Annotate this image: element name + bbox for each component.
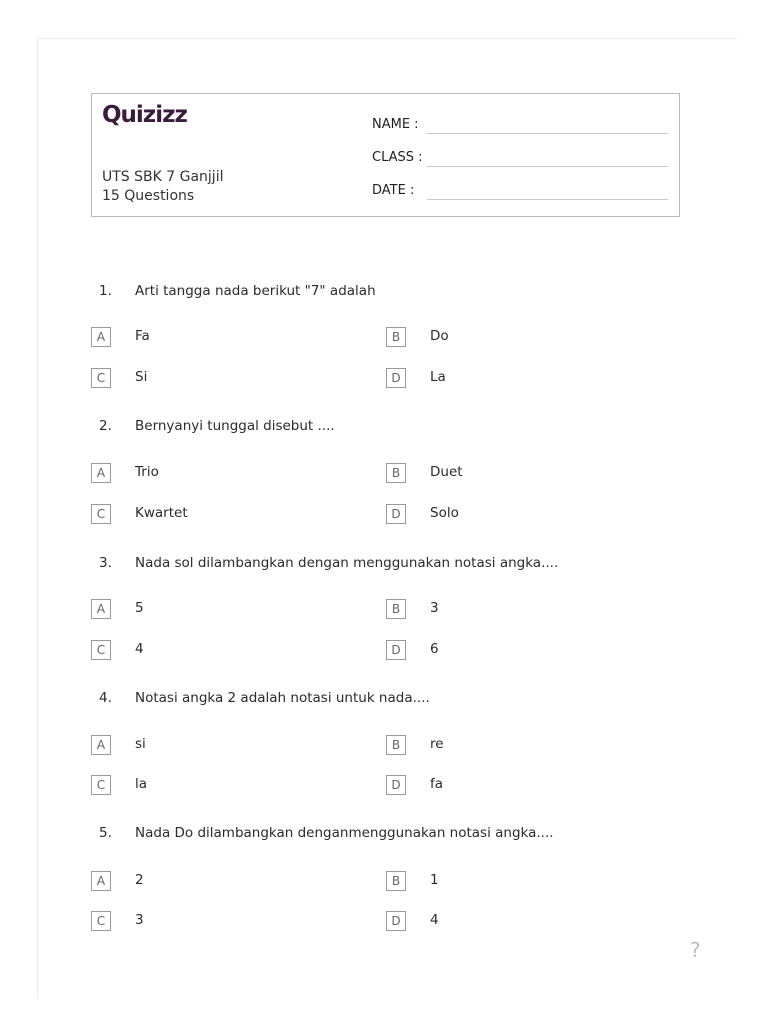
option-text: 4: [430, 912, 439, 928]
option-5b[interactable]: [386, 871, 586, 893]
option-letter: B: [386, 327, 406, 347]
option-text: 6: [430, 641, 439, 657]
name-line: [427, 133, 668, 134]
option-letter: B: [386, 463, 406, 483]
option-text: La: [430, 369, 446, 385]
option-4b[interactable]: [386, 735, 586, 757]
option-text: 1: [430, 872, 439, 888]
option-text: Do: [430, 328, 449, 344]
option-letter: C: [91, 640, 111, 660]
question-number: 5.: [99, 825, 112, 841]
option-text: 3: [430, 600, 439, 616]
name-label: NAME :: [372, 117, 419, 132]
class-label: CLASS :: [372, 150, 423, 165]
name-field[interactable]: [372, 114, 668, 134]
quiz-title: UTS SBK 7 Ganjjil: [102, 169, 224, 185]
date-field[interactable]: [372, 180, 668, 200]
option-letter: A: [91, 735, 111, 755]
option-text: Si: [135, 369, 148, 385]
option-2b[interactable]: [386, 463, 586, 485]
option-text: 2: [135, 872, 144, 888]
option-text: 4: [135, 641, 144, 657]
option-text: si: [135, 736, 146, 752]
option-letter: C: [91, 368, 111, 388]
question-text: Bernyanyi tunggal disebut ....: [135, 418, 335, 434]
question-number: 3.: [99, 555, 112, 571]
question-text: Nada Do dilambangkan denganmenggunakan notasi angka....: [135, 825, 554, 841]
worksheet-header: [91, 93, 680, 217]
option-text: Solo: [430, 505, 459, 521]
date-line: [427, 199, 668, 200]
option-text: Duet: [430, 464, 463, 480]
option-4a[interactable]: [91, 735, 291, 757]
option-1d[interactable]: [386, 368, 586, 390]
option-letter: A: [91, 327, 111, 347]
option-letter: A: [91, 871, 111, 891]
option-letter: B: [386, 599, 406, 619]
option-3d[interactable]: [386, 640, 586, 662]
date-label: DATE :: [372, 183, 415, 198]
option-letter: B: [386, 871, 406, 891]
question-number: 2.: [99, 418, 112, 434]
question-number: 4.: [99, 690, 112, 706]
option-letter: D: [386, 504, 406, 524]
class-line: [427, 166, 668, 167]
quizizz-logo: Quizizz: [102, 102, 187, 128]
option-letter: D: [386, 640, 406, 660]
option-text: Fa: [135, 328, 150, 344]
option-5c[interactable]: [91, 911, 291, 933]
option-1b[interactable]: [386, 327, 586, 349]
option-1c[interactable]: [91, 368, 291, 390]
option-1a[interactable]: [91, 327, 291, 349]
option-text: Kwartet: [135, 505, 188, 521]
option-letter: D: [386, 911, 406, 931]
option-letter: B: [386, 735, 406, 755]
option-4d[interactable]: [386, 775, 586, 797]
option-3a[interactable]: [91, 599, 291, 621]
question-number: 1.: [99, 283, 112, 299]
option-3b[interactable]: [386, 599, 586, 621]
option-letter: C: [91, 775, 111, 795]
option-letter: D: [386, 368, 406, 388]
question-text: Nada sol dilambangkan dengan menggunakan notasi angka....: [135, 555, 559, 571]
option-letter: C: [91, 911, 111, 931]
option-text: 5: [135, 600, 144, 616]
option-text: la: [135, 776, 148, 792]
quiz-info: [102, 168, 223, 206]
question-mark-icon[interactable]: ?: [690, 938, 701, 962]
option-letter: D: [386, 775, 406, 795]
option-5a[interactable]: [91, 871, 291, 893]
option-text: 3: [135, 912, 144, 928]
option-5d[interactable]: [386, 911, 586, 933]
option-3c[interactable]: [91, 640, 291, 662]
question-count: 15 Questions: [102, 188, 195, 204]
option-text: fa: [430, 776, 444, 792]
option-letter: A: [91, 463, 111, 483]
question-text: Arti tangga nada berikut "7" adalah: [135, 283, 376, 299]
option-2a[interactable]: [91, 463, 291, 485]
question-text: Notasi angka 2 adalah notasi untuk nada....: [135, 690, 430, 706]
option-text: Trio: [135, 464, 159, 480]
option-4c[interactable]: [91, 775, 291, 797]
option-letter: C: [91, 504, 111, 524]
option-2d[interactable]: [386, 504, 586, 526]
option-2c[interactable]: [91, 504, 291, 526]
class-field[interactable]: [372, 147, 668, 167]
option-text: re: [430, 736, 444, 752]
option-letter: A: [91, 599, 111, 619]
